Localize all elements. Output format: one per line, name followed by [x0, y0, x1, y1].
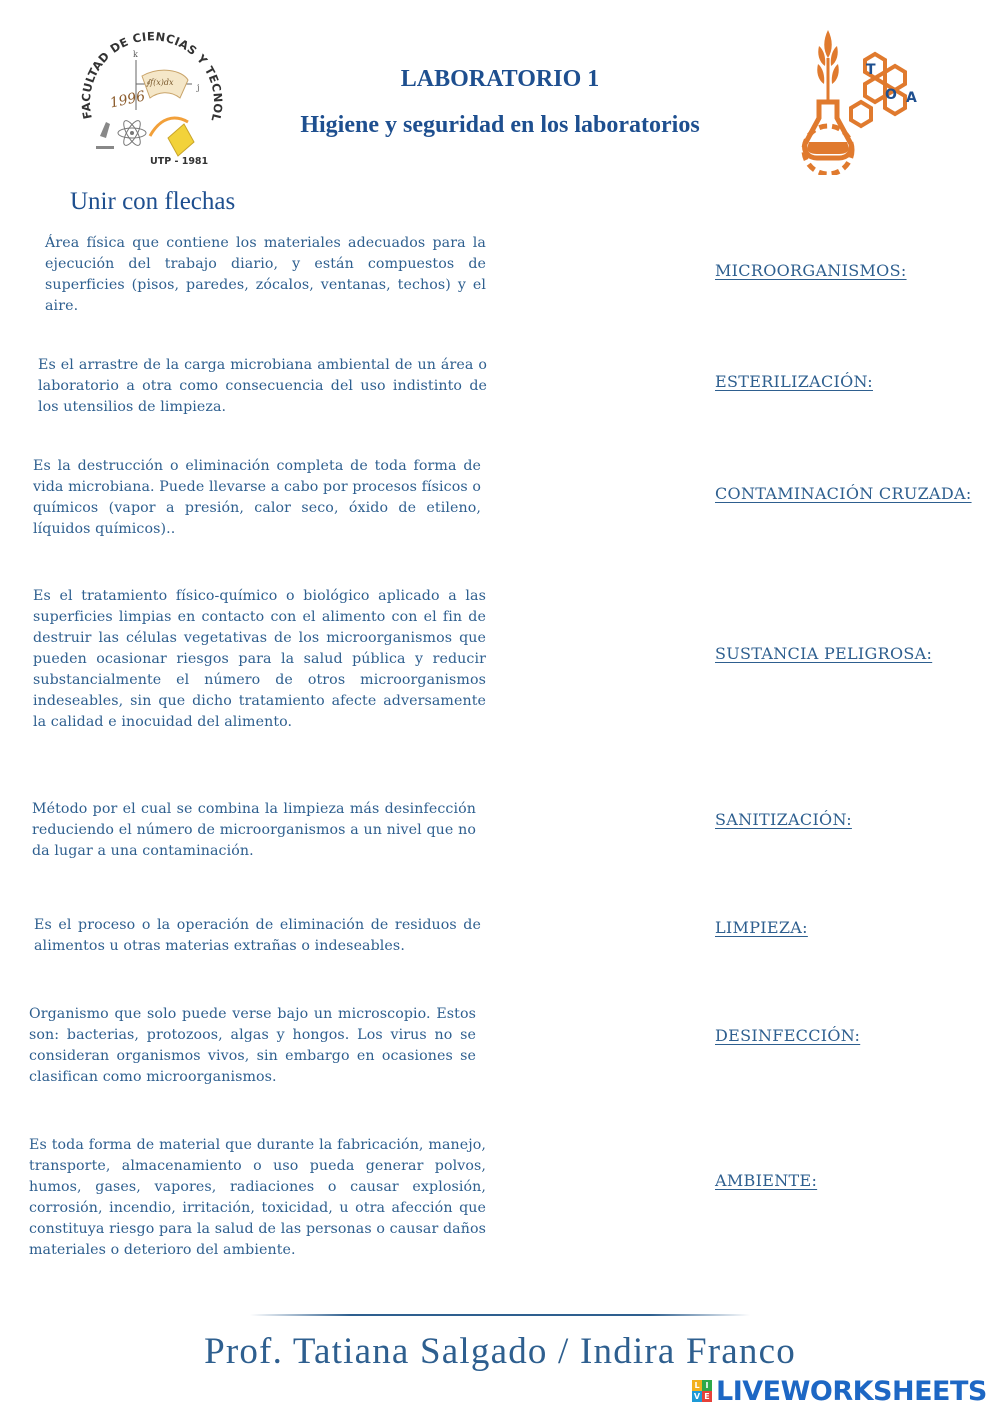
seal-year: 1996: [108, 88, 147, 112]
seal-bottom-text: UTP - 1981: [150, 156, 209, 167]
definition-8[interactable]: Es toda forma de material que durante la fabricación, manejo, transporte, almacenamiento o uso pueda generar polvos, humos, gases, vapores, radiaciones o causar explosión, corrosión, incendio, irritación, toxicidad, u otra afección que constituya riesgo para la salud de las personas o causar daños materiales o deterioro del ambiente.: [29, 1137, 486, 1258]
definition-4[interactable]: Es el tratamiento físico-químico o biológico aplicado a las superficies limpias en contacto con el alimento con el fin de destruir las células vegetativas de los microorganismos que pueden ocasionar riesgos para la salud pública y reducir substancialmente el número de otros microorganismos indeseables, sin que dicho tratamiento afecte adversamente la calidad e inocuidad del alimento.: [33, 588, 486, 730]
liveworksheets-logo-icon: L I V E: [692, 1380, 712, 1402]
page-subtitle: Higiene y seguridad en los laboratorios: [300, 112, 700, 138]
toa-letter-o: O: [885, 87, 897, 103]
instruction-heading: Unir con flechas: [70, 188, 236, 215]
svg-text:k: k: [133, 50, 138, 59]
liveworksheets-label: LIVEWORKSHEETS: [716, 1375, 987, 1407]
svg-text:FACULTAD DE CIENCIAS Y TECNOLO: [70, 18, 225, 123]
definition-7[interactable]: Organismo que solo puede verse bajo un microscopio. Estos son: bacterias, protozoos, algas y hongos. Los virus no se consideran organismos vivos, sin embargo en ocasiones se clasifican como microorganismos.: [29, 1006, 476, 1085]
definition-3[interactable]: Es la destrucción o eliminación completa de toda forma de vida microbiana. Puede llevarse a cabo por procesos físicos o químicos (vapor a presión, calor seco, óxido de etileno, líquidos químicos)..: [33, 458, 481, 537]
svg-text:∮f(x)dx: ∮f(x)dx: [146, 78, 174, 87]
definition-6[interactable]: Es el proceso o la operación de eliminación de residuos de alimentos u otras materias extrañas o indeseables.: [34, 917, 481, 954]
term-ambiente[interactable]: AMBIENTE:: [715, 1171, 818, 1190]
term-contaminacion-cruzada[interactable]: CONTAMINACIÓN CRUZADA:: [715, 484, 972, 503]
term-esterilizacion[interactable]: ESTERILIZACIÓN:: [715, 372, 873, 391]
seal-arc-text: FACULTAD DE CIENCIAS Y TECNOL: [78, 29, 226, 123]
definition-5[interactable]: Método por el cual se combina la limpieza más desinfección reduciendo el número de microorganismos a un nivel que no da lugar a una contaminación.: [32, 801, 476, 859]
term-sustancia-peligrosa[interactable]: SUSTANCIA PELIGROSA:: [715, 644, 933, 663]
page-title: LABORATORIO 1: [400, 66, 600, 92]
term-microorganismos[interactable]: MICROORGANISMOS:: [715, 261, 907, 280]
toa-flask-gear-icon: [795, 20, 925, 175]
liveworksheets-brand[interactable]: [692, 1376, 987, 1406]
definition-2[interactable]: Es el arrastre de la carga microbiana ambiental de un área o laboratorio a otra como consecuencia del uso indistinto de los utensilios de limpieza.: [38, 357, 487, 415]
footer-authors: Prof. Tatiana Salgado / Indira Franco: [204, 1331, 796, 1372]
term-desinfeccion[interactable]: DESINFECCIÓN:: [715, 1026, 861, 1045]
definition-1[interactable]: Área física que contiene los materiales adecuados para la ejecución del trabajo diario, y están compuestos de superficies (pisos, paredes, zócalos, ventanas, techos) y el aire.: [45, 235, 486, 314]
footer-divider: [250, 1314, 750, 1316]
faculty-seal-icon: [70, 18, 230, 178]
toa-letter-a: A: [906, 90, 917, 106]
term-limpieza[interactable]: LIMPIEZA:: [715, 918, 808, 937]
term-sanitizacion[interactable]: SANITIZACIÓN:: [715, 810, 852, 829]
toa-letter-t: T: [866, 62, 876, 78]
svg-text:j: j: [197, 83, 200, 92]
